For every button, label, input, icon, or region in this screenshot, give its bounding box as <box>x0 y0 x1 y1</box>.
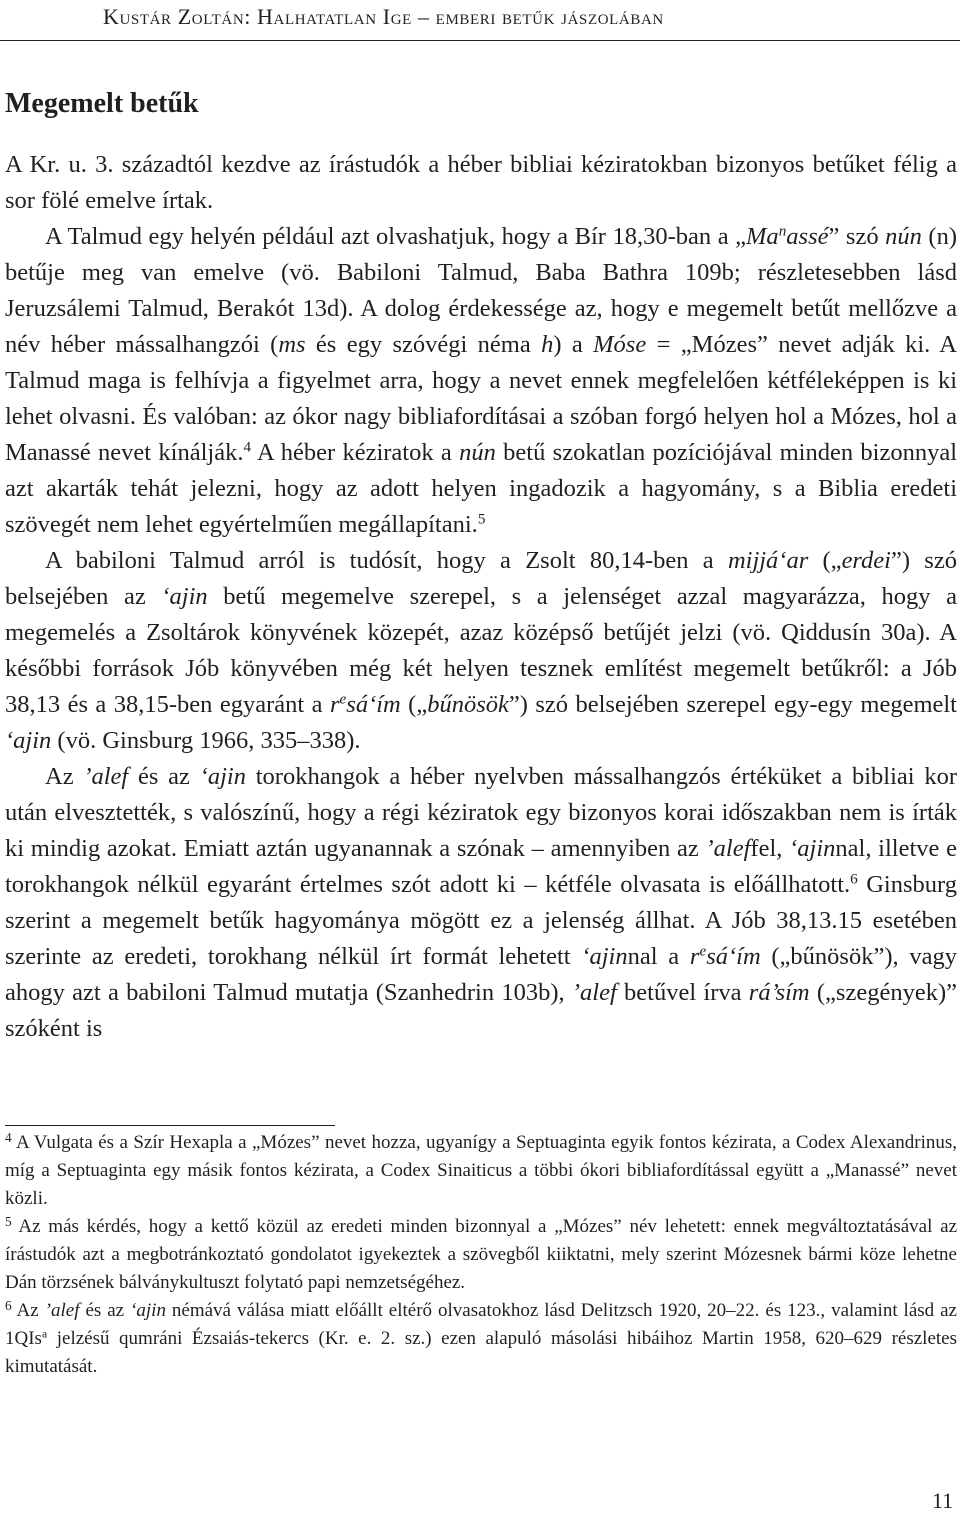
paragraph: A Talmud egy helyén például azt olvashatjuk, hogy a Bír 18,30-ban a „Ma$^n$assé” szó nún (n) betűje meg van emelve (vö. Babiloni Talmud, Baba Bathra 109b; részletesebben lásd Jeruzsálemi Talmud, Berakót 13d). A dolog érdekessége az, hogy e megemelt betűt mellőzve a név héber mássalhangzói (ms és egy szóvégi néma h) a Mósе = „Mózes” nevet adják ki. A Talmud maga is felhívja a figyelmet arra, hogy a nevet ennek megfelelően kétféleképpen is ki lehet olvasni. És valóban: az ókor nagy bibliafordításai a szóban forgó helyen hol a Mózes, hol a Manassé nevet kínálják.$^4$ A héber kéziratok a nún betű szokatlan pozíciójával minden bizonnyal azt akarták tehát jelezni, hogy az adott helyen ingadozik a hagyomány, s a Biblia eredeti szövegét nem lehet egyértelműen megállapítani.$^5$ <box>5 222 958 538</box>
paragraph: A babiloni Talmud arról is tudósít, hogy a Zsolt 80,14-ben a mijjá‘ar („erdei”) szó belsejében az ‘ajin betű megemelve szerepel, s a jelenséget azzal magyarázza, hogy a megemelés a Zsoltárok könyvének közepét, azaz középső betűjét jelzi (vö. Qiddusín 30a). A későbbi források Jób könyvében még két helyen tesznek említést megemelt betűkről: a Jób 38,13 és a 38,15-ben egyaránt a $r^esá‘ím$ („bűnösök”) szó belsejében szerepel egy-egy megemelt ‘ajin (vö. Ginsburg 1966, 335–338). <box>5 547 957 754</box>
page-number: 11 <box>932 1488 954 1513</box>
footnote: $^5$ Az más kérdés, hogy a kettő közül az eredeti minden bizonnyal a „Mózes” név lehetett: ennek megváltoztatásával az írástudók azt a megbotránkoztató gondolatot igyekeztek a szövegből kiiktatni, mely szerint Mózesnek bármi köze lehetne Dán törzsének bálványkultuszt folytató papi nemzetségéhez. <box>5 1214 957 1293</box>
footnote-number: 4 <box>5 1130 12 1146</box>
section-heading: Megemelt betűk <box>5 88 199 119</box>
footnote-number: 6 <box>5 1298 12 1314</box>
footnote: $^4$ A Vulgata és a Szír Hexapla a „Mózes” nevet hozza, ugyanígy a Septuaginta egyik fontos kézirata, a Codex Alexandrinus, míg a Septuaginta egy másik fontos kézirata, a Codex Sinaiticus a többi ókori bibliafordítással együtt a „Manassé” nevet közli. <box>5 1130 957 1209</box>
running-head <box>0 0 960 46</box>
footnote-number: 5 <box>5 1214 12 1230</box>
running-head-title: Kustár Zoltán: Halhatatlan Ige – emberi betűk jászolában <box>103 4 664 29</box>
footnotes <box>5 1129 957 1381</box>
paragraph: A Kr. u. 3. századtól kezdve az írástudók a héber bibliai kéziratokban bizonyos betűket félig a sor fölé emelve írtak. <box>5 151 957 214</box>
body-text <box>5 147 957 1047</box>
footnote-divider <box>5 1125 335 1126</box>
footnote: $^6$ Az ’alef és az ‘ajin némává válása miatt előállt eltérő olvasatokhoz lásd Delitzsch 1920, 20–22. és 123., valamint lásd az 1QIs$^a$ jelzésű qumráni Ézsaiás-tekercs (Kr. e. 2. sz.) ezen alapuló másolási hibáihoz Martin 1958, 620–629 részletes kimutatását. <box>5 1298 957 1377</box>
paragraph: Az ’alef és az ‘ajin torokhangok a héber nyelvben mássalhangzós értéküket a bibliai kor után elvesztették, s valószínű, hogy a régi kéziratok egy bizonyos korai időszakban nem is írták ki mindig azokat. Emiatt aztán ugyanannak a szónak – amennyiben az ’aleffel, ‘ajinnal, illetve e torokhangok nélkül egyaránt értelmes szót adott ki – kétféle olvasata is előállhatott.$^6$ Ginsburg szerint a megemelt betűk hagyománya mögött ez a jelenség állhat. A Jób 38,13.15 esetében szerinte az eredeti, torokhang nélkül írt formát lehetett ‘ajinnal a $r^esá‘ím$ („bűnösök”), vagy ahogy azt a babiloni Talmud mutatja (Szanhedrin 103b), ’alef betűvel írva rá’sím („szegények)” szóként is <box>5 763 958 1042</box>
header-divider <box>0 40 960 41</box>
